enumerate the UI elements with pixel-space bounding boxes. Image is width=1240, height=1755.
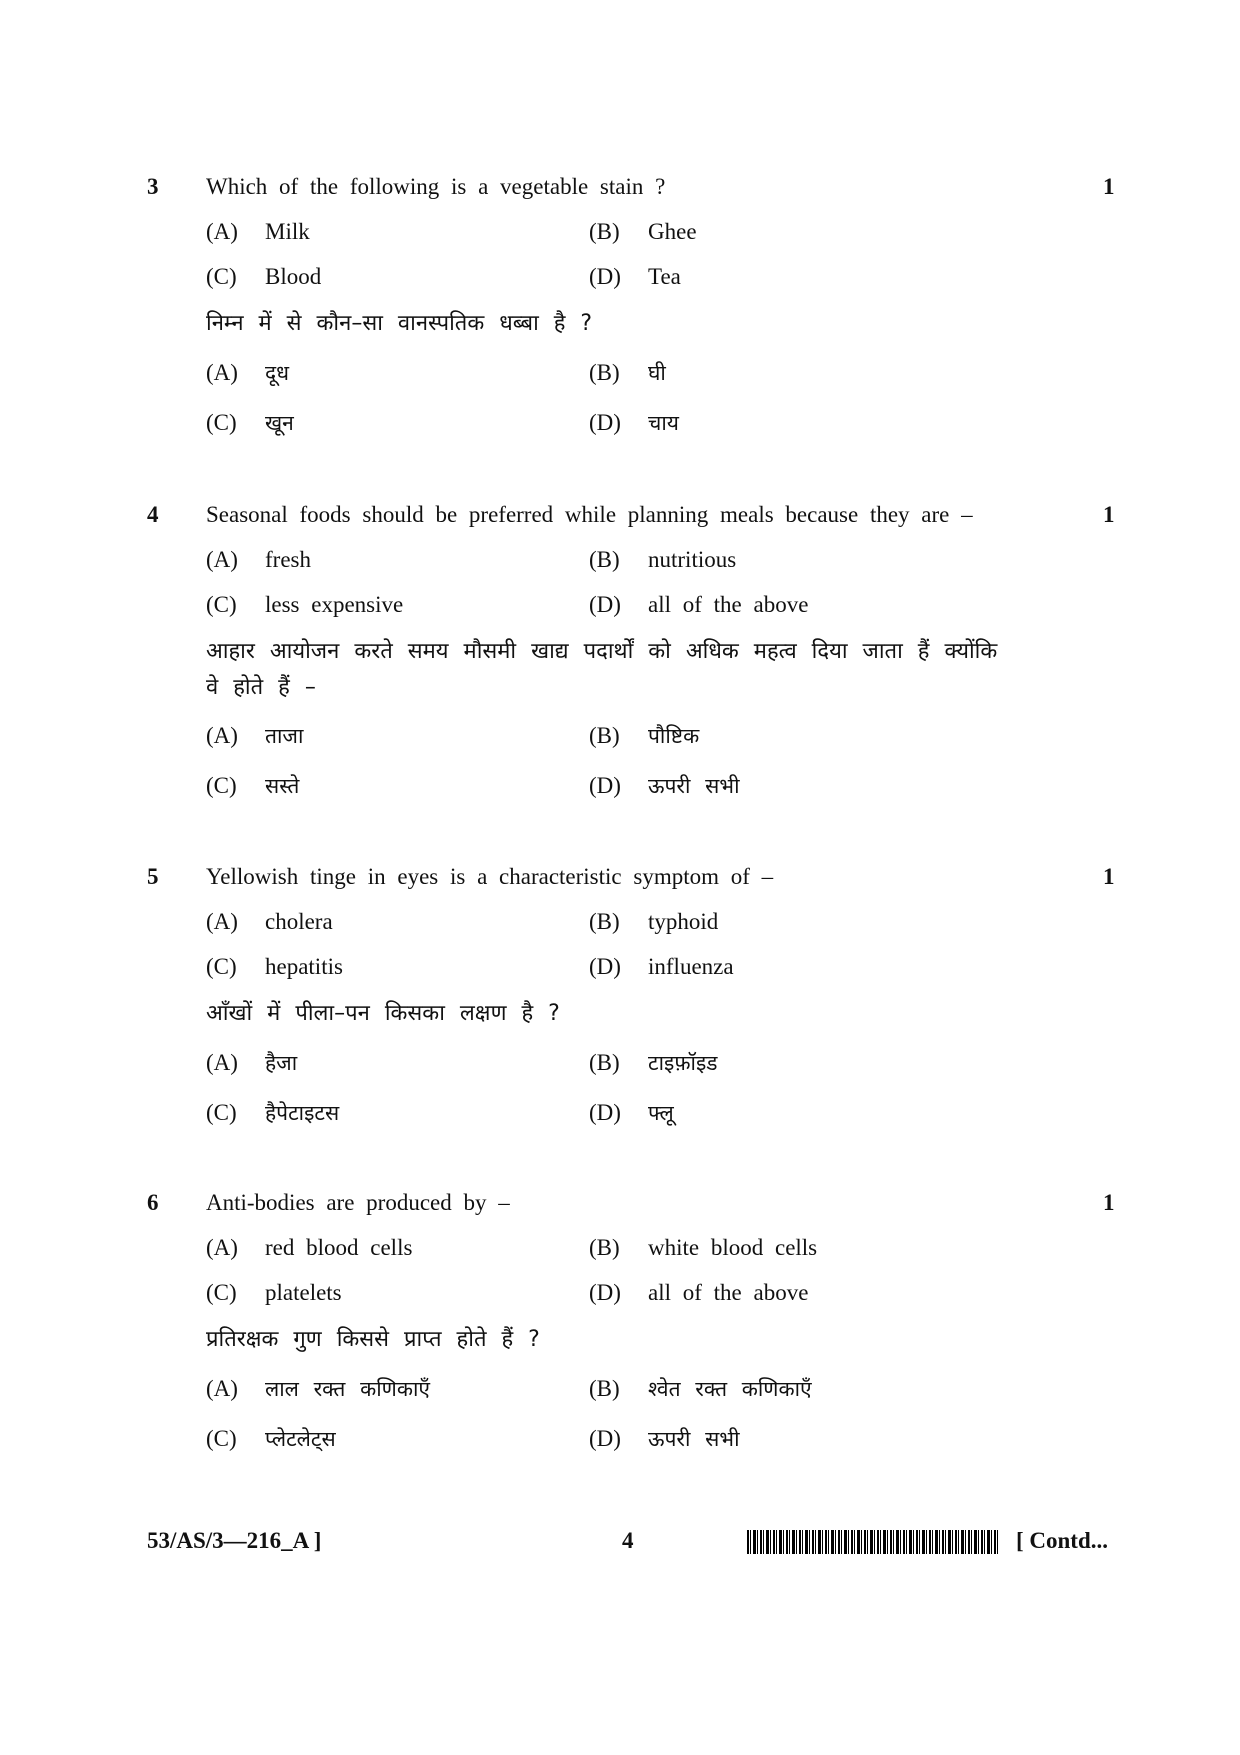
option-d-hi: (D) चाय: [589, 410, 679, 435]
question-number: 3: [147, 174, 159, 199]
option-c-en: (C) platelets: [206, 1280, 342, 1305]
option-d-en: (D) influenza: [589, 954, 734, 979]
option-b-en: (B) Ghee: [589, 219, 697, 244]
option-a-hi: (A) हैजा: [206, 1050, 298, 1075]
question-number: 4: [147, 502, 159, 527]
option-b-hi: (B) श्वेत रक्त कणिकाएँ: [589, 1376, 812, 1401]
option-a-hi: (A) ताजा: [206, 723, 304, 748]
question-marks: 1: [1103, 174, 1115, 199]
option-a-en: (A) red blood cells: [206, 1235, 413, 1260]
option-a-hi: (A) लाल रक्त कणिकाएँ: [206, 1376, 431, 1401]
option-b-en: (B) nutritious: [589, 547, 737, 572]
option-b-hi: (B) पौष्टिक: [589, 723, 700, 748]
option-b-hi: (B) घी: [589, 360, 666, 385]
option-a-en: (A) fresh: [206, 547, 311, 572]
question-marks: 1: [1103, 864, 1115, 889]
question-text: Seasonal foods should be preferred while planning meals because they are –: [206, 502, 973, 527]
option-b-en: (B) white blood cells: [589, 1235, 818, 1260]
question-number: 6: [147, 1190, 159, 1215]
option-a-hi: (A) दूध: [206, 360, 290, 385]
option-d-en: (D) all of the above: [589, 592, 809, 617]
page-footer: [0, 1528, 1240, 1558]
option-c-en: (C) less expensive: [206, 592, 404, 617]
option-a-en: (A) cholera: [206, 909, 333, 934]
question-marks: 1: [1103, 1190, 1115, 1215]
question-text-hindi: प्रतिरक्षक गुण किससे प्राप्त होते हैं ?: [206, 1327, 540, 1352]
option-b-hi: (B) टाइफ़ॉइड: [589, 1050, 718, 1075]
question-marks: 1: [1103, 502, 1115, 527]
option-a-en: (A) Milk: [206, 219, 310, 244]
question-text: Anti-bodies are produced by –: [206, 1190, 510, 1215]
option-c-hi: (C) प्लेटलेट्स: [206, 1426, 336, 1451]
option-d-en: (D) all of the above: [589, 1280, 809, 1305]
question-text-hindi: निम्न में से कौन–सा वानस्पतिक धब्बा है ?: [206, 311, 593, 336]
option-c-hi: (C) हैपेटाइटस: [206, 1100, 340, 1125]
continued-label: [ Contd...: [1016, 1528, 1109, 1553]
option-b-en: (B) typhoid: [589, 909, 719, 934]
page-number: 4: [622, 1528, 634, 1553]
question-text-hindi: आहार आयोजन करते समय मौसमी खाद्य पदार्थों को अधिक महत्व दिया जाता हैं क्योंकि वे होते हैं –: [206, 639, 998, 700]
question-text: Which of the following is a vegetable stain ?: [206, 174, 666, 199]
barcode-icon: [747, 1530, 1000, 1554]
paper-code: 53/AS/3—216_A ]: [147, 1528, 322, 1553]
option-c-en: (C) Blood: [206, 264, 322, 289]
option-c-en: (C) hepatitis: [206, 954, 343, 979]
option-c-hi: (C) खून: [206, 410, 294, 435]
question-number: 5: [147, 864, 159, 889]
question-text: Yellowish tinge in eyes is a characteristic symptom of –: [206, 864, 774, 889]
question-text-hindi: आँखों में पीला–पन किसका लक्षण है ?: [206, 1001, 560, 1026]
option-d-hi: (D) फ्लू: [589, 1100, 674, 1125]
option-d-hi: (D) ऊपरी सभी: [589, 773, 740, 798]
option-d-en: (D) Tea: [589, 264, 681, 289]
option-d-hi: (D) ऊपरी सभी: [589, 1426, 740, 1451]
option-c-hi: (C) सस्ते: [206, 773, 300, 798]
